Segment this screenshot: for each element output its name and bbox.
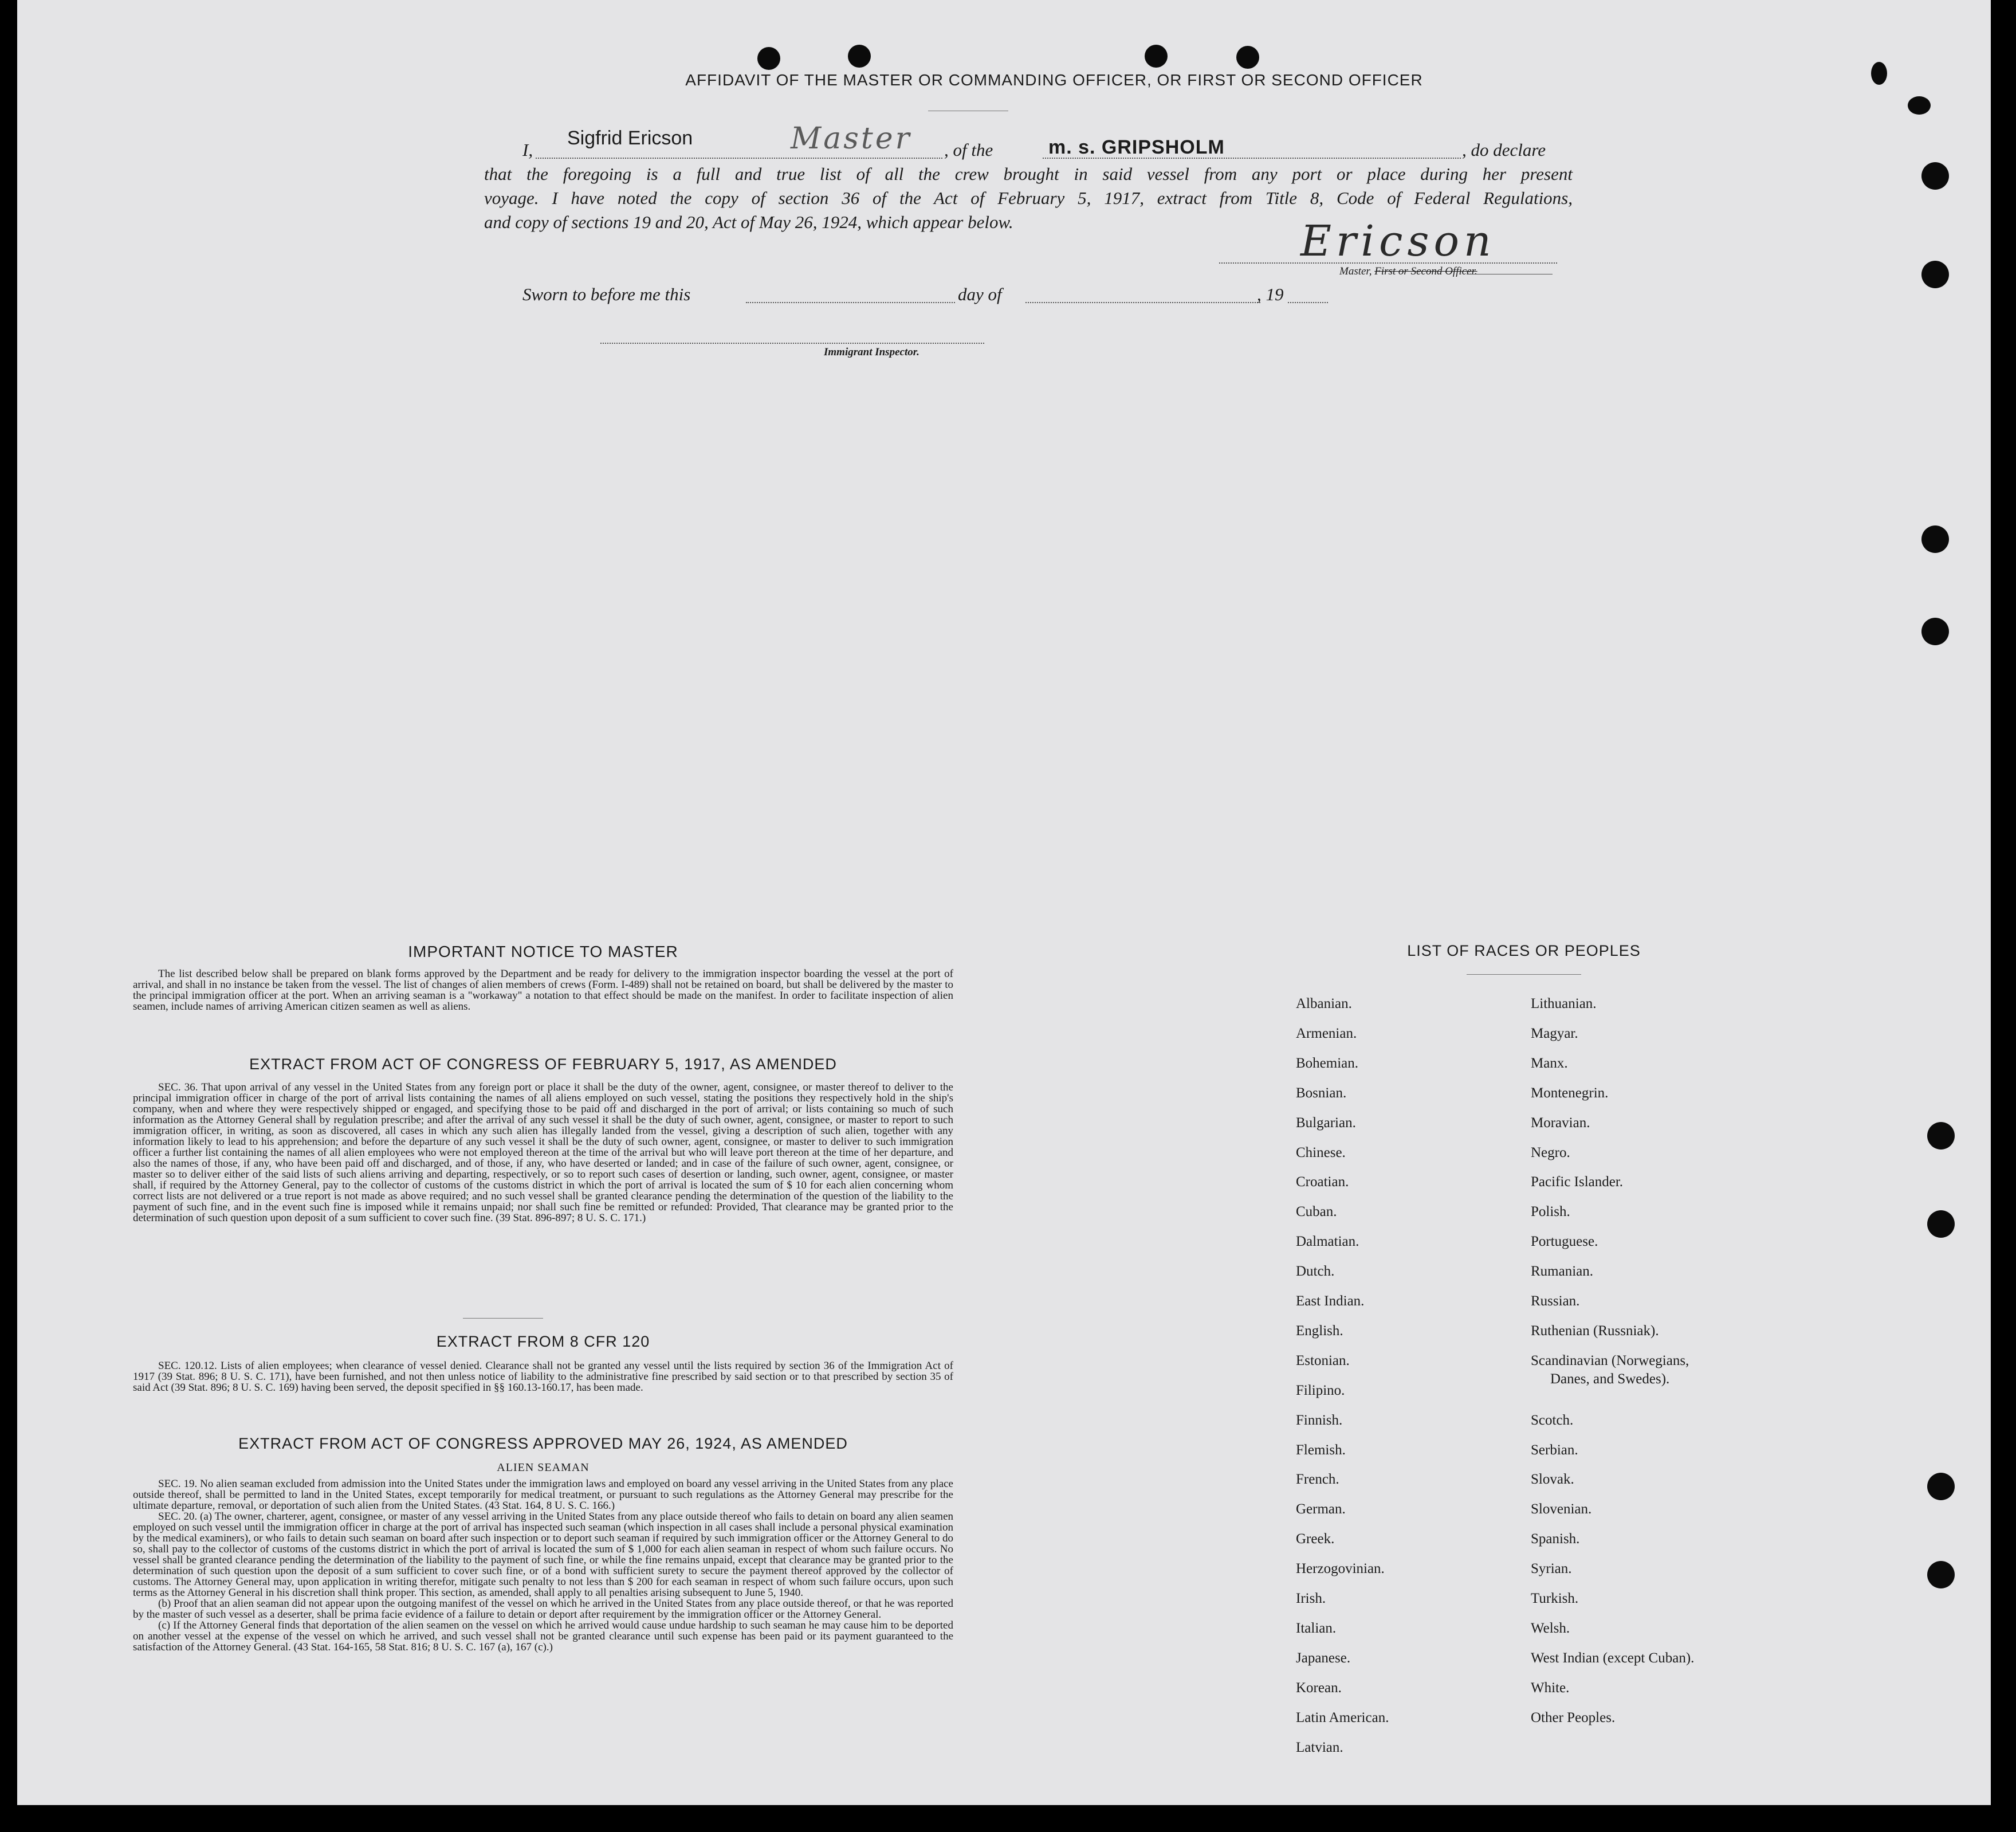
master-signature: Ericson [1300,217,1496,266]
race-item: Estonian. [1296,1352,1350,1368]
race-item: Bulgarian. [1296,1115,1356,1131]
race-item: Lithuanian. [1531,996,1597,1011]
of-the-label: , of the [944,140,993,160]
affidavit-title: AFFIDAVIT OF THE MASTER OR COMMANDING OFFICER, OR FIRST OR SECOND OFFICER [685,71,1423,89]
race-item: Montenegrin. [1531,1085,1609,1101]
extract-1924-subtitle: ALIEN SEAMAN [497,1461,590,1474]
race-item: Armenian. [1296,1025,1357,1041]
race-item: Rumanian. [1531,1264,1594,1280]
race-item: Spanish. [1531,1531,1580,1547]
races-title: LIST OF RACES OR PEOPLES [1407,942,1641,959]
sworn-month-line [1025,302,1260,303]
punch-hole [1921,618,1949,645]
year-label: , 19 [1257,284,1284,304]
race-item: Negro. [1531,1144,1570,1160]
extract-1924-body [133,1478,953,1653]
extract-8cfr-title: EXTRACT FROM 8 CFR 120 [436,1333,650,1350]
race-item: Other Peoples. [1531,1709,1616,1725]
punch-hole [1921,525,1949,553]
punch-hole [1921,162,1949,190]
race-item: West Indian (except Cuban). [1531,1650,1695,1666]
race-item: Ruthenian (Russniak). [1531,1323,1659,1339]
punch-hole [1145,45,1168,68]
do-declare-label: , do declare [1462,140,1546,160]
name-field-line [536,158,942,159]
race-item: Latvian. [1296,1739,1343,1755]
punch-hole [1927,1210,1955,1238]
race-item: Dutch. [1296,1264,1335,1280]
sworn-label: Sworn to before me this [522,284,691,304]
race-item: Finnish. [1296,1412,1343,1428]
day-of-label: day of [958,284,1002,304]
race-item: Korean. [1296,1680,1342,1696]
race-item: White. [1531,1680,1570,1696]
race-item: Slovenian. [1531,1501,1592,1517]
i-label: I, [522,140,533,160]
race-item: Russian. [1531,1293,1580,1309]
races-title-underline [1467,974,1581,975]
punch-hole [757,47,780,70]
race-item: German. [1296,1501,1346,1517]
race-item: Dalmatian. [1296,1234,1359,1250]
race-item: East Indian. [1296,1293,1365,1309]
race-item: Manx. [1531,1055,1568,1071]
race-item: Polish. [1531,1204,1570,1220]
signature-caption-master: Master, [1339,265,1375,277]
race-item: Slovak. [1531,1472,1574,1488]
race-item: Bohemian. [1296,1055,1359,1071]
race-item: Croatian. [1296,1174,1349,1190]
sworn-day-line [746,302,955,303]
race-item: English. [1296,1323,1343,1339]
race-item: Herzogovinian. [1296,1561,1385,1577]
race-item: Portuguese. [1531,1234,1598,1250]
inspector-signature-line [600,343,984,344]
notice-title: IMPORTANT NOTICE TO MASTER [408,943,678,960]
extract-1924-title: EXTRACT FROM ACT OF CONGRESS APPROVED MAY 26, 1924, AS AMENDED [238,1435,848,1452]
punch-hole [1871,62,1887,85]
extract-1917-body: SEC. 36. That upon arrival of any vessel in the United States from any foreign port or place it shall be the duty of the owner, agent, consignee, or master thereof to deliver to the principal immigration officer in charge of the port of arrival lists containing the names of all aliens employed on such vessel, stating the positions they respectively hold in the ship's company, when and where they were respectively shipped or engaged, and specifying those to be paid off and discharged in the port of arrival; or lists containing so much of such information as the Attorney General shall by regulation prescribe; and after the arrival of any such vessel it shall be the duty of such owner, agent, consignee, or master to report to such immigration officer, in writing, as soon as discovered, all cases in which any such alien has illegally landed from the vessel, giving a description of such alien, together with any information likely to lead to his apprehension; and before the departure of any such vessel it shall be the duty of such owner, agent, consignee, or master to deliver to such immigration officer a further list containing the names of all alien employees who were not employed thereon at the time of the arrival but who will leave port thereon at the time of her departure, and also the names of those, if any, who have been paid off and discharged, and of those, if any, who have deserted or landed; and in case of the failure of such owner, agent, consignee, or master so to deliver either of the said lists of such aliens arriving and departing, respectively, or so to report such cases of desertion or landing, such owner, agent, consignee, or master shall, if required by the Attorney General, pay to the collector of customs of the customs district in which the port of arrival is located the sum of $ 10 for each alien concerning whom correct lists are not delivered or a true report is not made as above required; and no such vessel shall be granted clearance pending the determination of the question of the liability to the payment of such fine, and in the event such fine is imposed while it remains unpaid; nor shall such fine be remitted or refunded: Provided, That clearance may be granted prior to the determination of such question upon deposit of a sum sufficient to cover such fine. (39 Stat. 896-897; 8 U. S. C. 171.) [133,1081,953,1224]
extract-1917-title: EXTRACT FROM ACT OF CONGRESS OF FEBRUARY 5, 1917, AS AMENDED [249,1056,837,1073]
punch-hole [1908,96,1931,115]
race-item: Greek. [1296,1531,1335,1547]
race-item: Albanian. [1296,996,1352,1011]
extract-8cfr-body: SEC. 120.12. Lists of alien employees; when clearance of vessel denied. Clearance shall not be granted any vessel until the lists required by section 36 of the Immigration Act of 1917 (39 Stat. 896; 8 U. S. C. 171), have been furnished, and not then unless notice of liability to the administrative fine prescribed by said section or to that prescribed by section 35 of said Act (39 Stat. 896; 8 U. S. C. 169) having been served, the deposit specified in §§ 160.13-160.17, has been made. [133,1360,953,1394]
punch-hole [1236,46,1259,69]
signature-caption [1339,265,1477,278]
sec-20a-text: SEC. 20. (a) The owner, charterer, agent, consignee, or master of any vessel arriving in the United States from any place outside thereof who fails to detain on board any alien seamen employed on such vessel until the immigration officer in charge at the port of arrival has inspected such seaman (which inspection in all cases shall include a personal physical examination by the medical examiners), or who fails to detain such seaman on board after such inspection or to deport such seaman if required by such immigration officer or the Attorney General to do so, shall pay to the collector of customs of the customs district in which the port of arrival is located the sum of $ 1,000 for each alien seaman in respect of whom such failure occurs. No vessel shall be granted clearance pending the determination of the liability to the payment of such fine, or while the fine remains unpaid, except that clearance may be granted prior to the determination of such question upon the deposit of a sum sufficient to cover such fine, or of a bond with sufficient surety to secure the payment thereof approved by the collector of customs. The Attorney General may, upon application in writing therefor, mitigate such penalty to not less than $ 200 for each seaman in respect of whom such failure occurs, upon such terms as the Attorney General in his discretion shall think proper. This section, as amended, shall apply to all penalties arising subsequent to June 5, 1940. [133,1511,953,1599]
race-item: Flemish. [1296,1442,1346,1458]
notice-body: The list described below shall be prepared on blank forms approved by the Department and be ready for delivery to the immigration inspector boarding the vessel at the port of arrival, and shall in no instance be taken from the vessel. The list of changes of alien members of crews (Form. I-489) shall not be retained on board, but shall be delivered by the master to the principal immigration officer at the port. When an arriving seaman is a "workaway" a notation to that effect should be made on the manifest. In order to facilitate inspection of alien seamen, include names of arriving American citizen seamen as well as aliens. [133,968,953,1013]
race-item: Irish. [1296,1591,1326,1606]
race-item: Danes, and Swedes). [1550,1371,1670,1387]
race-item: Italian. [1296,1620,1337,1636]
race-item: Japanese. [1296,1650,1351,1666]
race-item: Bosnian. [1296,1085,1347,1101]
affidavit-line-2: that the foregoing is a full and true list of all the crew brought in said vessel from any port or place during her present [484,164,1573,184]
race-item: Moravian. [1531,1115,1590,1131]
race-item: Chinese. [1296,1144,1346,1160]
punch-hole [1927,1473,1955,1500]
master-name: Sigfrid Ericson [567,127,693,149]
punch-hole [1921,261,1949,288]
punch-hole [848,45,871,68]
rank-handwritten: Master [791,121,912,156]
race-item: Welsh. [1531,1620,1570,1636]
race-item: Scandinavian (Norwegians, [1531,1352,1689,1368]
race-item: Pacific Islander. [1531,1174,1624,1190]
race-item: Filipino. [1296,1382,1345,1398]
race-item: Scotch. [1531,1412,1574,1428]
race-item: Syrian. [1531,1561,1572,1577]
sec-20b-text: (b) Proof that an alien seaman did not appear upon the outgoing manifest of the vessel on which he arrived in the United States from any place outside thereof, or that he was reported by the master of such vessel as a deserter, shall be prima facie evidence of a failure to detain or deport after requirement by the immigration officer or the Attorney General. [133,1598,953,1621]
punch-hole [1927,1561,1955,1588]
inspector-caption: Immigrant Inspector. [824,346,919,358]
race-item: Turkish. [1531,1591,1579,1606]
punch-hole [1927,1122,1955,1150]
signature-caption-struck: First or Second Officer. [1374,265,1477,277]
section-divider [463,1318,543,1319]
race-item: Magyar. [1531,1025,1578,1041]
race-item: French. [1296,1472,1339,1488]
sec-19-text: SEC. 19. No alien seaman excluded from admission into the United States under the immigration laws and employed on board any vessel arriving in the United States from any place outside thereof, shall be permitted to land in the United States, except temporarily for medical treatment, or pursuant to such regulations as the Attorney General may prescribe for the ultimate departure, removal, or deportation of such alien from the United States. (43 Stat. 164, 8 U. S. C. 166.) [133,1478,953,1512]
affidavit-line-3: voyage. I have noted the copy of section 36 of the Act of February 5, 1917, extract from Title 8, Code of Federal Regulations, [484,188,1573,208]
race-item: Cuban. [1296,1204,1337,1220]
affidavit-line-4: and copy of sections 19 and 20, Act of May 26, 1924, which appear below. [484,212,1013,232]
sec-20c-text: (c) If the Attorney General finds that deportation of the alien seamen on the vessel on which he arrived would cause undue hardship to such seaman he may cause him to be deported on another vessel at the expense of the vessel on which he arrived, and such vessel shall not be granted clearance until such expense has been paid or its payment guaranteed to the satisfaction of the Attorney General. (43 Stat. 164-165, 58 Stat. 816; 8 U. S. C. 167 (a), 167 (c).) [133,1619,953,1653]
sworn-year-line [1288,302,1328,303]
race-item: Latin American. [1296,1709,1389,1725]
vessel-name: m. s. GRIPSHOLM [1048,136,1225,158]
race-item: Serbian. [1531,1442,1578,1458]
